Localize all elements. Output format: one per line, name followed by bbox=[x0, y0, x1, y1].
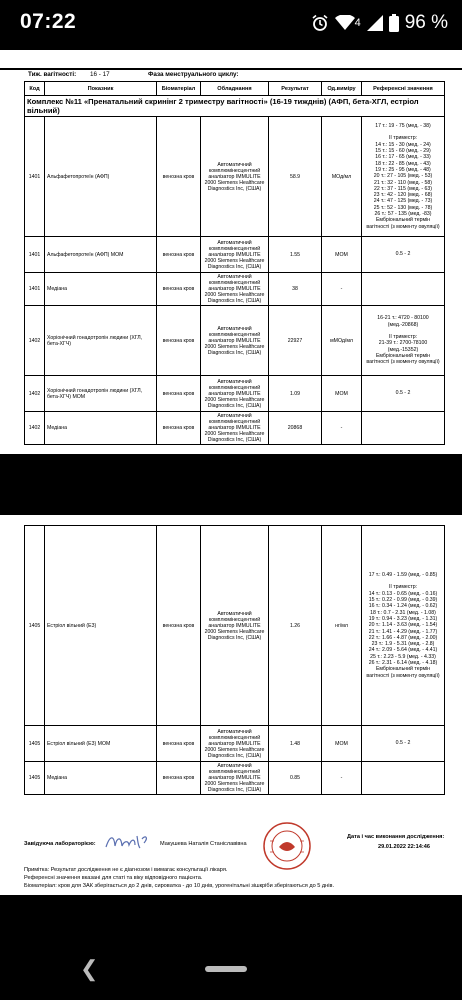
signature-image bbox=[104, 833, 152, 851]
cell-unit: МОд/мл bbox=[322, 117, 362, 237]
cell-biomaterial: венозна кров bbox=[157, 762, 201, 795]
cell-biomaterial: венозна кров bbox=[157, 117, 201, 237]
reference-line: 25 т.: 2.23 - 5.9 (мед. - 4.33) bbox=[370, 653, 436, 660]
note-line-2: Референсні значення вказані для статі та віку відповідного пацієнта. bbox=[24, 875, 203, 881]
cell-unit: - bbox=[322, 762, 362, 795]
reference-line: 21 т.: 1.41 - 4.29 (мед. - 1.77) bbox=[368, 628, 438, 635]
cell-indicator: Естріол вільний (Е3) МОМ bbox=[45, 726, 157, 762]
reference-line: 21 т.: 32 - 110 (мед. - 58) bbox=[373, 179, 433, 186]
table-row bbox=[25, 526, 445, 726]
results-table-page-1 bbox=[24, 81, 445, 445]
cell-result: 38 bbox=[269, 273, 322, 306]
reference-line: 22 т.: 37 - 115 (мед. - 63) bbox=[373, 185, 433, 192]
results-table-page-2 bbox=[24, 525, 445, 795]
lab-stamp-image bbox=[262, 821, 312, 871]
cell-equipment: Автоматичний комплюмінесцентний аналізатор IMMULITE 2000 Siemens Healthcare Diagnostics Inc, (США) bbox=[201, 526, 269, 726]
reference-line: Ембріональний термін вагітності (з моменту овуляції) bbox=[366, 352, 440, 366]
cell-result: 20868 bbox=[269, 412, 322, 445]
report-page-2 bbox=[0, 515, 462, 895]
header-divider bbox=[0, 50, 462, 70]
signal-icon bbox=[367, 15, 383, 31]
execution-date-label: Дата і час виконання дослідження: bbox=[347, 834, 445, 840]
cell-indicator: Медіана bbox=[45, 762, 157, 795]
reference-line: 21-39 т.: 2700-78100 (мед.-15352) bbox=[378, 340, 428, 353]
cell-equipment: Автоматичний комплюмінесцентний аналізатор IMMULITE 2000 Siemens Healthcare Diagnostics Inc, (США) bbox=[201, 237, 269, 273]
reference-line: II триместр: bbox=[388, 135, 418, 142]
table-row bbox=[25, 237, 445, 273]
battery-percent: 96 % bbox=[404, 12, 448, 33]
back-icon[interactable]: ❮ bbox=[80, 956, 99, 981]
col-biomaterial: Біоматеріал bbox=[157, 82, 201, 96]
cell-code: 1402 bbox=[25, 376, 45, 412]
table-header bbox=[25, 82, 445, 96]
battery-icon bbox=[389, 14, 399, 32]
reference-line: 0.5 - 2 bbox=[395, 740, 411, 747]
cell-biomaterial: венозна кров bbox=[157, 306, 201, 376]
table-row bbox=[25, 376, 445, 412]
reference-line: 25 т.: 52 - 130 (мед. - 78) bbox=[373, 204, 433, 211]
home-handle[interactable] bbox=[205, 966, 247, 972]
cell-unit: МОМ bbox=[322, 376, 362, 412]
cell-result: 1.09 bbox=[269, 376, 322, 412]
reference-line: 16 т.: 17 - 65 (мед. - 33) bbox=[375, 154, 431, 161]
cell-unit: МОМ bbox=[322, 237, 362, 273]
cell-reference bbox=[362, 376, 445, 412]
table-row bbox=[25, 117, 445, 237]
reference-line: 18 т.: 22 - 85 (мед. - 43) bbox=[375, 160, 431, 167]
cell-reference bbox=[362, 273, 445, 306]
reference-line: II триместр: bbox=[388, 584, 418, 591]
cell-unit: МОМ bbox=[322, 726, 362, 762]
cell-biomaterial: венозна кров bbox=[157, 376, 201, 412]
note-line-1: Примітка: Результат дослідження не є діагнозом і вимагає консультації лікаря. bbox=[24, 867, 228, 873]
reference-line: 20 т.: 1.14 - 3.63 (мед. - 1.54) bbox=[368, 622, 438, 629]
reference-line: 23 т.: 1.9 - 5.31 (мед. - 2.8) bbox=[371, 641, 435, 648]
col-equipment: Обладнання bbox=[201, 82, 269, 96]
reference-line: 19 т.: 0.94 - 3.23 (мед. - 1.31) bbox=[368, 615, 438, 622]
reference-line: 26 т.: 57 - 135 (мед. -83) bbox=[374, 210, 432, 217]
reference-line: 26 т.: 2.31 - 6.14 (мед. - 4.18) bbox=[368, 659, 438, 666]
cell-code: 1401 bbox=[25, 273, 45, 306]
cell-reference bbox=[362, 237, 445, 273]
reference-line: 0.5 - 2 bbox=[395, 390, 411, 397]
report-page-1 bbox=[0, 50, 462, 454]
cell-equipment: Автоматичний комплюмінесцентний аналізатор IMMULITE 2000 Siemens Healthcare Diagnostics Inc, (США) bbox=[201, 762, 269, 795]
col-result: Результат bbox=[269, 82, 322, 96]
network-type: 4 bbox=[354, 17, 361, 29]
table-row bbox=[25, 762, 445, 795]
reference-line: 18 т.: 0.7 - 2.31 (мед. - 1.08) bbox=[370, 609, 436, 616]
reference-line bbox=[364, 286, 442, 292]
cell-code: 1401 bbox=[25, 117, 45, 237]
cell-reference bbox=[362, 306, 445, 376]
cell-biomaterial: венозна кров bbox=[157, 726, 201, 762]
cell-reference bbox=[362, 412, 445, 445]
cell-equipment: Автоматичний комплюмінесцентний аналізатор IMMULITE 2000 Siemens Healthcare Diagnostics Inc, (США) bbox=[201, 273, 269, 306]
cell-indicator: Медіана bbox=[45, 273, 157, 306]
cell-reference bbox=[362, 762, 445, 795]
cell-equipment: Автоматичний комплюмінесцентний аналізатор IMMULITE 2000 Siemens Healthcare Diagnostics Inc, (США) bbox=[201, 412, 269, 445]
reference-line: 15 т.: 15 - 60 (мед. - 29) bbox=[375, 148, 431, 155]
cell-unit: - bbox=[322, 412, 362, 445]
reference-line: 22 т.: 1.66 - 4.87 (мед. - 2.00) bbox=[368, 634, 438, 641]
clock: 07:22 bbox=[20, 10, 77, 33]
cell-code: 1405 bbox=[25, 526, 45, 726]
cell-equipment: Автоматичний комплюмінесцентний аналізатор IMMULITE 2000 Siemens Healthcare Diagnostics Inc, (США) bbox=[201, 306, 269, 376]
reference-line: Ембріональний термін вагітності (з моменту овуляції) bbox=[366, 217, 440, 230]
cell-code: 1402 bbox=[25, 412, 45, 445]
cell-result: 58.9 bbox=[269, 117, 322, 237]
cell-equipment: Автоматичний комплюмінесцентний аналізатор IMMULITE 2000 Siemens Healthcare Diagnostics Inc, (США) bbox=[201, 376, 269, 412]
reference-line: 24 т.: 2.09 - 5.64 (мед. - 4.41) bbox=[368, 647, 438, 654]
lab-head-label: Завідуюча лабораторією: bbox=[24, 841, 96, 847]
reference-line: 16 т.: 0.34 - 1.24 (мед. - 0.62) bbox=[368, 603, 438, 610]
cell-result: 22927 bbox=[269, 306, 322, 376]
col-indicator: Показник bbox=[45, 82, 157, 96]
cell-equipment: Автоматичний комплюмінесцентний аналізатор IMMULITE 2000 Siemens Healthcare Diagnostics Inc, (США) bbox=[201, 117, 269, 237]
cell-equipment: Автоматичний комплюмінесцентний аналізатор IMMULITE 2000 Siemens Healthcare Diagnostics Inc, (США) bbox=[201, 726, 269, 762]
cell-code: 1401 bbox=[25, 237, 45, 273]
cell-code: 1405 bbox=[25, 762, 45, 795]
cell-biomaterial: венозна кров bbox=[157, 237, 201, 273]
reference-line: 19 т.: 25 - 95 (мед. - 48) bbox=[375, 166, 431, 173]
reference-line: 14 т.: 0.13 - 0.65 (мед. - 0.16) bbox=[368, 590, 438, 597]
reference-line: 15 т.: 0.22 - 0.99 (мед. - 0.39) bbox=[368, 597, 438, 604]
status-icons bbox=[311, 12, 448, 34]
col-code: Код bbox=[25, 82, 45, 96]
cell-result: 1.55 bbox=[269, 237, 322, 273]
cell-result: 0.85 bbox=[269, 762, 322, 795]
reference-line bbox=[364, 775, 442, 781]
cell-reference bbox=[362, 726, 445, 762]
table-row bbox=[25, 726, 445, 762]
reference-line bbox=[364, 425, 442, 431]
cell-biomaterial: венозна кров bbox=[157, 412, 201, 445]
cell-unit: нг/мл bbox=[322, 526, 362, 726]
table-row bbox=[25, 412, 445, 445]
cell-result: 1.48 bbox=[269, 726, 322, 762]
cell-unit: - bbox=[322, 273, 362, 306]
cell-biomaterial: венозна кров bbox=[157, 526, 201, 726]
cell-indicator: Естріол вільний (Е3) bbox=[45, 526, 157, 726]
cell-result: 1.26 bbox=[269, 526, 322, 726]
reference-line: 23 т.: 42 - 120 (мед. - 68) bbox=[373, 192, 433, 199]
reference-line: Ембріональний термін вагітності (з моменту овуляції) bbox=[366, 666, 440, 679]
cell-code: 1402 bbox=[25, 306, 45, 376]
reference-line: II триместр: bbox=[388, 334, 418, 341]
reference-line: 14 т.: 15 - 30 (мед. - 24) bbox=[375, 141, 431, 148]
section-title: Комплекс №11 «Пренатальний скринінг 2 триместру вагітності» (16-19 тижднів) (АФП, бета-ХГЛ, естріол вільний) bbox=[25, 96, 445, 117]
col-reference: Референсні значення bbox=[362, 82, 445, 96]
reference-line: 0.5 - 2 bbox=[395, 251, 411, 258]
cell-unit: мМОд/мл bbox=[322, 306, 362, 376]
status-bar bbox=[0, 0, 462, 48]
table-row bbox=[25, 273, 445, 306]
execution-date-value: 29.01.2022 22:14:46 bbox=[378, 844, 430, 850]
pregnancy-week-label: Тиж. вагітності: bbox=[28, 71, 77, 78]
lab-head-name: Макушева Наталія Станіславівна bbox=[160, 841, 247, 847]
reference-line: 16-21 т.: 4720 - 80100 (мед.-20868) bbox=[377, 315, 429, 328]
alarm-icon bbox=[311, 14, 329, 32]
col-unit: Од.виміру bbox=[322, 82, 362, 96]
wifi-icon bbox=[335, 15, 355, 31]
cell-indicator: Хоріонічний гонадотропін людини (ХГЛ, бета-ХГЧ) bbox=[45, 306, 157, 376]
cell-indicator: Хоріонічний гонадотропін людини (ХГЛ, бета-ХГЧ) МОМ bbox=[45, 376, 157, 412]
cell-reference bbox=[362, 117, 445, 237]
cell-code: 1405 bbox=[25, 726, 45, 762]
cycle-phase-label: Фаза менструального циклу: bbox=[148, 71, 239, 78]
cell-indicator: Медіана bbox=[45, 412, 157, 445]
reference-line: 20 т.: 27 - 105 (мед. - 53) bbox=[373, 173, 433, 180]
note-line-3: Біоматеріал: кров для ЗАК зберігається до 2 днів, сироватка - до 10 днів, урогенітальні зішкріби зберігаються до 5 днів. bbox=[24, 883, 335, 889]
cell-indicator: Альфафетопротеїн (АФП) МОМ bbox=[45, 237, 157, 273]
cell-biomaterial: венозна кров bbox=[157, 273, 201, 306]
cell-indicator: Альфафетопротеїн (АФП) bbox=[45, 117, 157, 237]
reference-line: 24 т.: 47 - 125 (мед. - 73) bbox=[373, 198, 433, 205]
pregnancy-week-value: 16 - 17 bbox=[90, 71, 110, 78]
reference-line: 17 т.: 0.49 - 1.59 (мед. - 0.85) bbox=[368, 572, 438, 579]
cell-reference bbox=[362, 526, 445, 726]
reference-line: 17 т.: 19 - 75 (мед. - 38) bbox=[375, 123, 431, 130]
table-row bbox=[25, 306, 445, 376]
